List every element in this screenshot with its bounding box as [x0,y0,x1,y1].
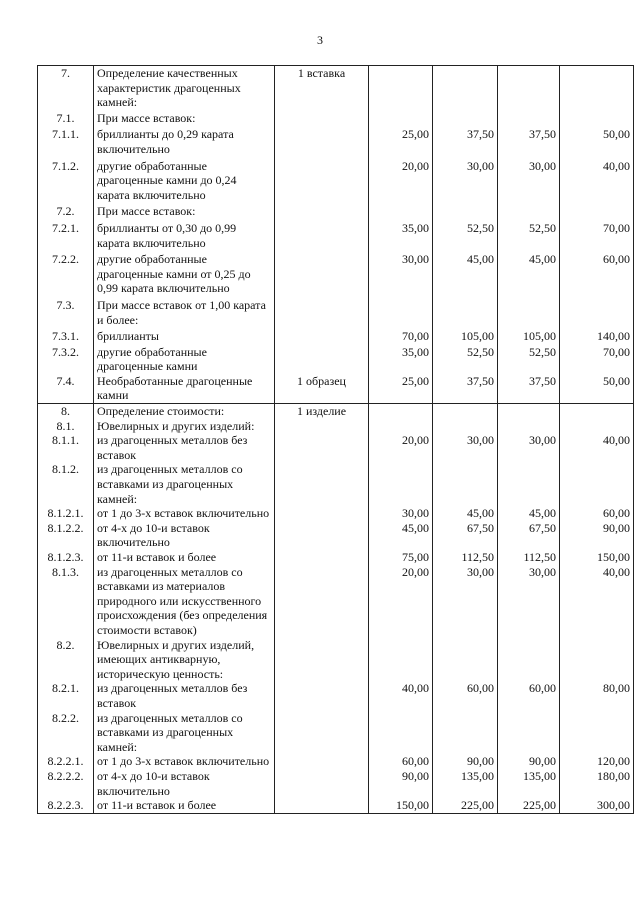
row-unit [275,419,369,434]
row-unit [275,565,369,638]
price-col-1 [369,203,433,220]
price-col-2 [433,203,498,220]
row-description: от 11-и вставок и более [94,550,275,565]
price-col-3: 105,00 [498,328,560,345]
row-number: 8.2.2.3. [38,798,94,813]
price-col-1 [369,419,433,434]
price-col-3: 30,00 [498,433,560,462]
tariff-table [37,65,634,814]
table-row [38,220,634,251]
table-row [38,419,634,434]
price-col-1: 70,00 [369,328,433,345]
row-description: Необработанные драгоценные камни [94,374,275,404]
row-number: 8.2.2.1. [38,754,94,769]
price-col-1: 30,00 [369,506,433,521]
table-row [38,681,634,710]
price-col-1: 20,00 [369,158,433,204]
row-description: из драгоценных металлов со вставками из драгоценных камней: [94,711,275,755]
row-unit [275,798,369,813]
table-row [38,711,634,755]
row-description: другие обработанные драгоценные камни от 0,25 до 0,99 карата включительно [94,251,275,297]
row-unit [275,220,369,251]
table-row [38,158,634,204]
price-col-2: 45,00 [433,506,498,521]
price-col-3 [498,66,560,110]
price-col-4 [560,203,634,220]
row-description: из драгоценных металлов без вставок [94,681,275,710]
price-col-4: 40,00 [560,158,634,204]
row-number: 7.2. [38,203,94,220]
row-unit: 1 образец [275,374,369,404]
price-col-4: 60,00 [560,251,634,297]
price-col-2: 105,00 [433,328,498,345]
price-col-2 [433,66,498,110]
table-row [38,754,634,769]
price-col-3 [498,419,560,434]
page-number: 3 [317,33,323,47]
price-col-1 [369,404,433,419]
price-col-4 [560,66,634,110]
price-col-2: 45,00 [433,251,498,297]
price-col-2 [433,404,498,419]
row-description: бриллианты от 0,30 до 0,99 карата включительно [94,220,275,251]
price-col-1: 40,00 [369,681,433,710]
row-unit [275,681,369,710]
price-col-4: 40,00 [560,565,634,638]
row-number: 8.2.2. [38,711,94,755]
table-row [38,769,634,798]
price-col-1: 45,00 [369,521,433,550]
price-col-3: 45,00 [498,506,560,521]
row-unit [275,328,369,345]
row-description: от 1 до 3-х вставок включительно [94,754,275,769]
row-description: При массе вставок: [94,203,275,220]
price-col-3: 225,00 [498,798,560,813]
table-row [38,565,634,638]
price-col-1: 25,00 [369,126,433,157]
row-number: 7.4. [38,374,94,404]
price-col-4: 150,00 [560,550,634,565]
price-col-1 [369,638,433,682]
row-unit [275,521,369,550]
price-col-3: 135,00 [498,769,560,798]
price-col-2: 30,00 [433,433,498,462]
row-description: бриллианты [94,328,275,345]
row-description: от 1 до 3-х вставок включительно [94,506,275,521]
row-number: 7.2.2. [38,251,94,297]
table-row [38,638,634,682]
row-description: При массе вставок от 1,00 карата и более: [94,297,275,328]
price-col-4 [560,404,634,419]
price-col-2 [433,462,498,506]
table-row [38,506,634,521]
table-row [38,66,634,110]
price-col-4: 70,00 [560,220,634,251]
price-col-3 [498,638,560,682]
row-number: 8.1.2.3. [38,550,94,565]
row-number: 7.3. [38,297,94,328]
table-row [38,462,634,506]
price-col-3: 37,50 [498,374,560,404]
row-unit [275,462,369,506]
table-row [38,433,634,462]
price-col-3: 30,00 [498,158,560,204]
row-unit [275,711,369,755]
row-unit [275,769,369,798]
price-col-3: 37,50 [498,126,560,157]
price-col-4: 60,00 [560,506,634,521]
price-col-2: 30,00 [433,565,498,638]
price-col-2: 60,00 [433,681,498,710]
price-col-2 [433,711,498,755]
row-number: 7.1.1. [38,126,94,157]
table-row [38,328,634,345]
price-col-1: 60,00 [369,754,433,769]
row-unit [275,110,369,127]
table-row [38,110,634,127]
table-row [38,203,634,220]
row-description: из драгоценных металлов без вставок [94,433,275,462]
price-col-1 [369,711,433,755]
table-row [38,374,634,404]
price-col-2: 37,50 [433,374,498,404]
row-unit: 1 изделие [275,404,369,419]
row-unit [275,345,369,374]
row-number: 7. [38,66,94,110]
price-col-3: 60,00 [498,681,560,710]
price-col-1: 25,00 [369,374,433,404]
price-col-2: 90,00 [433,754,498,769]
price-col-1: 20,00 [369,565,433,638]
row-unit [275,433,369,462]
price-col-3 [498,297,560,328]
price-col-4: 180,00 [560,769,634,798]
row-number: 8.2.2.2. [38,769,94,798]
row-unit [275,126,369,157]
price-col-4: 80,00 [560,681,634,710]
price-col-3: 52,50 [498,220,560,251]
table-row [38,798,634,813]
price-col-1: 90,00 [369,769,433,798]
row-number: 7.3.2. [38,345,94,374]
row-description: из драгоценных металлов со вставками из драгоценных камней: [94,462,275,506]
row-unit [275,251,369,297]
row-number: 8.2.1. [38,681,94,710]
row-unit [275,506,369,521]
price-col-4 [560,419,634,434]
price-col-1 [369,462,433,506]
table-row [38,550,634,565]
row-description: бриллианты до 0,29 карата включительно [94,126,275,157]
row-number: 7.2.1. [38,220,94,251]
price-col-2: 30,00 [433,158,498,204]
table-row [38,297,634,328]
price-col-2 [433,419,498,434]
table-row [38,521,634,550]
price-col-3: 67,50 [498,521,560,550]
row-description: При массе вставок: [94,110,275,127]
price-col-3 [498,462,560,506]
price-col-3 [498,711,560,755]
price-col-1 [369,297,433,328]
row-number: 7.1. [38,110,94,127]
row-unit [275,638,369,682]
row-description: Ювелирных и других изделий, имеющих антикварную, историческую ценность: [94,638,275,682]
price-col-4 [560,462,634,506]
price-col-1: 75,00 [369,550,433,565]
price-col-2 [433,638,498,682]
price-col-3: 52,50 [498,345,560,374]
price-col-2: 225,00 [433,798,498,813]
row-description: от 4-х до 10-и вставок включительно [94,521,275,550]
price-col-2 [433,110,498,127]
row-number: 8.1.3. [38,565,94,638]
price-col-4 [560,711,634,755]
price-col-4: 40,00 [560,433,634,462]
row-unit [275,203,369,220]
price-col-3: 30,00 [498,565,560,638]
row-number: 8.2. [38,638,94,682]
price-col-1 [369,66,433,110]
row-number: 8.1.1. [38,433,94,462]
price-col-1: 20,00 [369,433,433,462]
row-number: 8.1.2. [38,462,94,506]
price-col-1: 35,00 [369,220,433,251]
price-col-1: 150,00 [369,798,433,813]
table-row [38,126,634,157]
row-number: 7.1.2. [38,158,94,204]
price-col-1 [369,110,433,127]
table-row [38,251,634,297]
row-description: другие обработанные драгоценные камни до 0,24 карата включительно [94,158,275,204]
price-col-2: 135,00 [433,769,498,798]
price-col-4 [560,110,634,127]
row-unit [275,550,369,565]
price-col-3: 90,00 [498,754,560,769]
table-row [38,345,634,374]
row-description: Определение стоимости: [94,404,275,419]
price-col-2: 52,50 [433,345,498,374]
price-col-4: 70,00 [560,345,634,374]
row-description: Ювелирных и других изделий: [94,419,275,434]
row-description: из драгоценных металлов со вставками из материалов природного или искусственного происхождения (без определения стоимости вставок) [94,565,275,638]
price-col-2: 112,50 [433,550,498,565]
price-col-3: 112,50 [498,550,560,565]
row-number: 8. [38,404,94,419]
row-number: 7.3.1. [38,328,94,345]
price-col-1: 35,00 [369,345,433,374]
price-col-3 [498,110,560,127]
row-unit: 1 вставка [275,66,369,110]
price-col-4: 90,00 [560,521,634,550]
price-col-3: 45,00 [498,251,560,297]
price-col-1: 30,00 [369,251,433,297]
row-unit [275,754,369,769]
row-unit [275,297,369,328]
price-col-3 [498,404,560,419]
price-col-4: 300,00 [560,798,634,813]
row-unit [275,158,369,204]
price-col-4: 50,00 [560,126,634,157]
row-number: 8.1. [38,419,94,434]
price-col-2 [433,297,498,328]
row-number: 8.1.2.1. [38,506,94,521]
row-description: от 4-х до 10-и вставок включительно [94,769,275,798]
price-col-3 [498,203,560,220]
row-number: 8.1.2.2. [38,521,94,550]
price-col-2: 37,50 [433,126,498,157]
price-col-4: 140,00 [560,328,634,345]
table-row [38,404,634,419]
price-col-4 [560,638,634,682]
price-col-4 [560,297,634,328]
price-col-4: 120,00 [560,754,634,769]
price-col-2: 67,50 [433,521,498,550]
price-col-2: 52,50 [433,220,498,251]
row-description: от 11-и вставок и более [94,798,275,813]
price-col-4: 50,00 [560,374,634,404]
row-description: Определение качественных характеристик драгоценных камней: [94,66,275,110]
row-description: другие обработанные драгоценные камни [94,345,275,374]
